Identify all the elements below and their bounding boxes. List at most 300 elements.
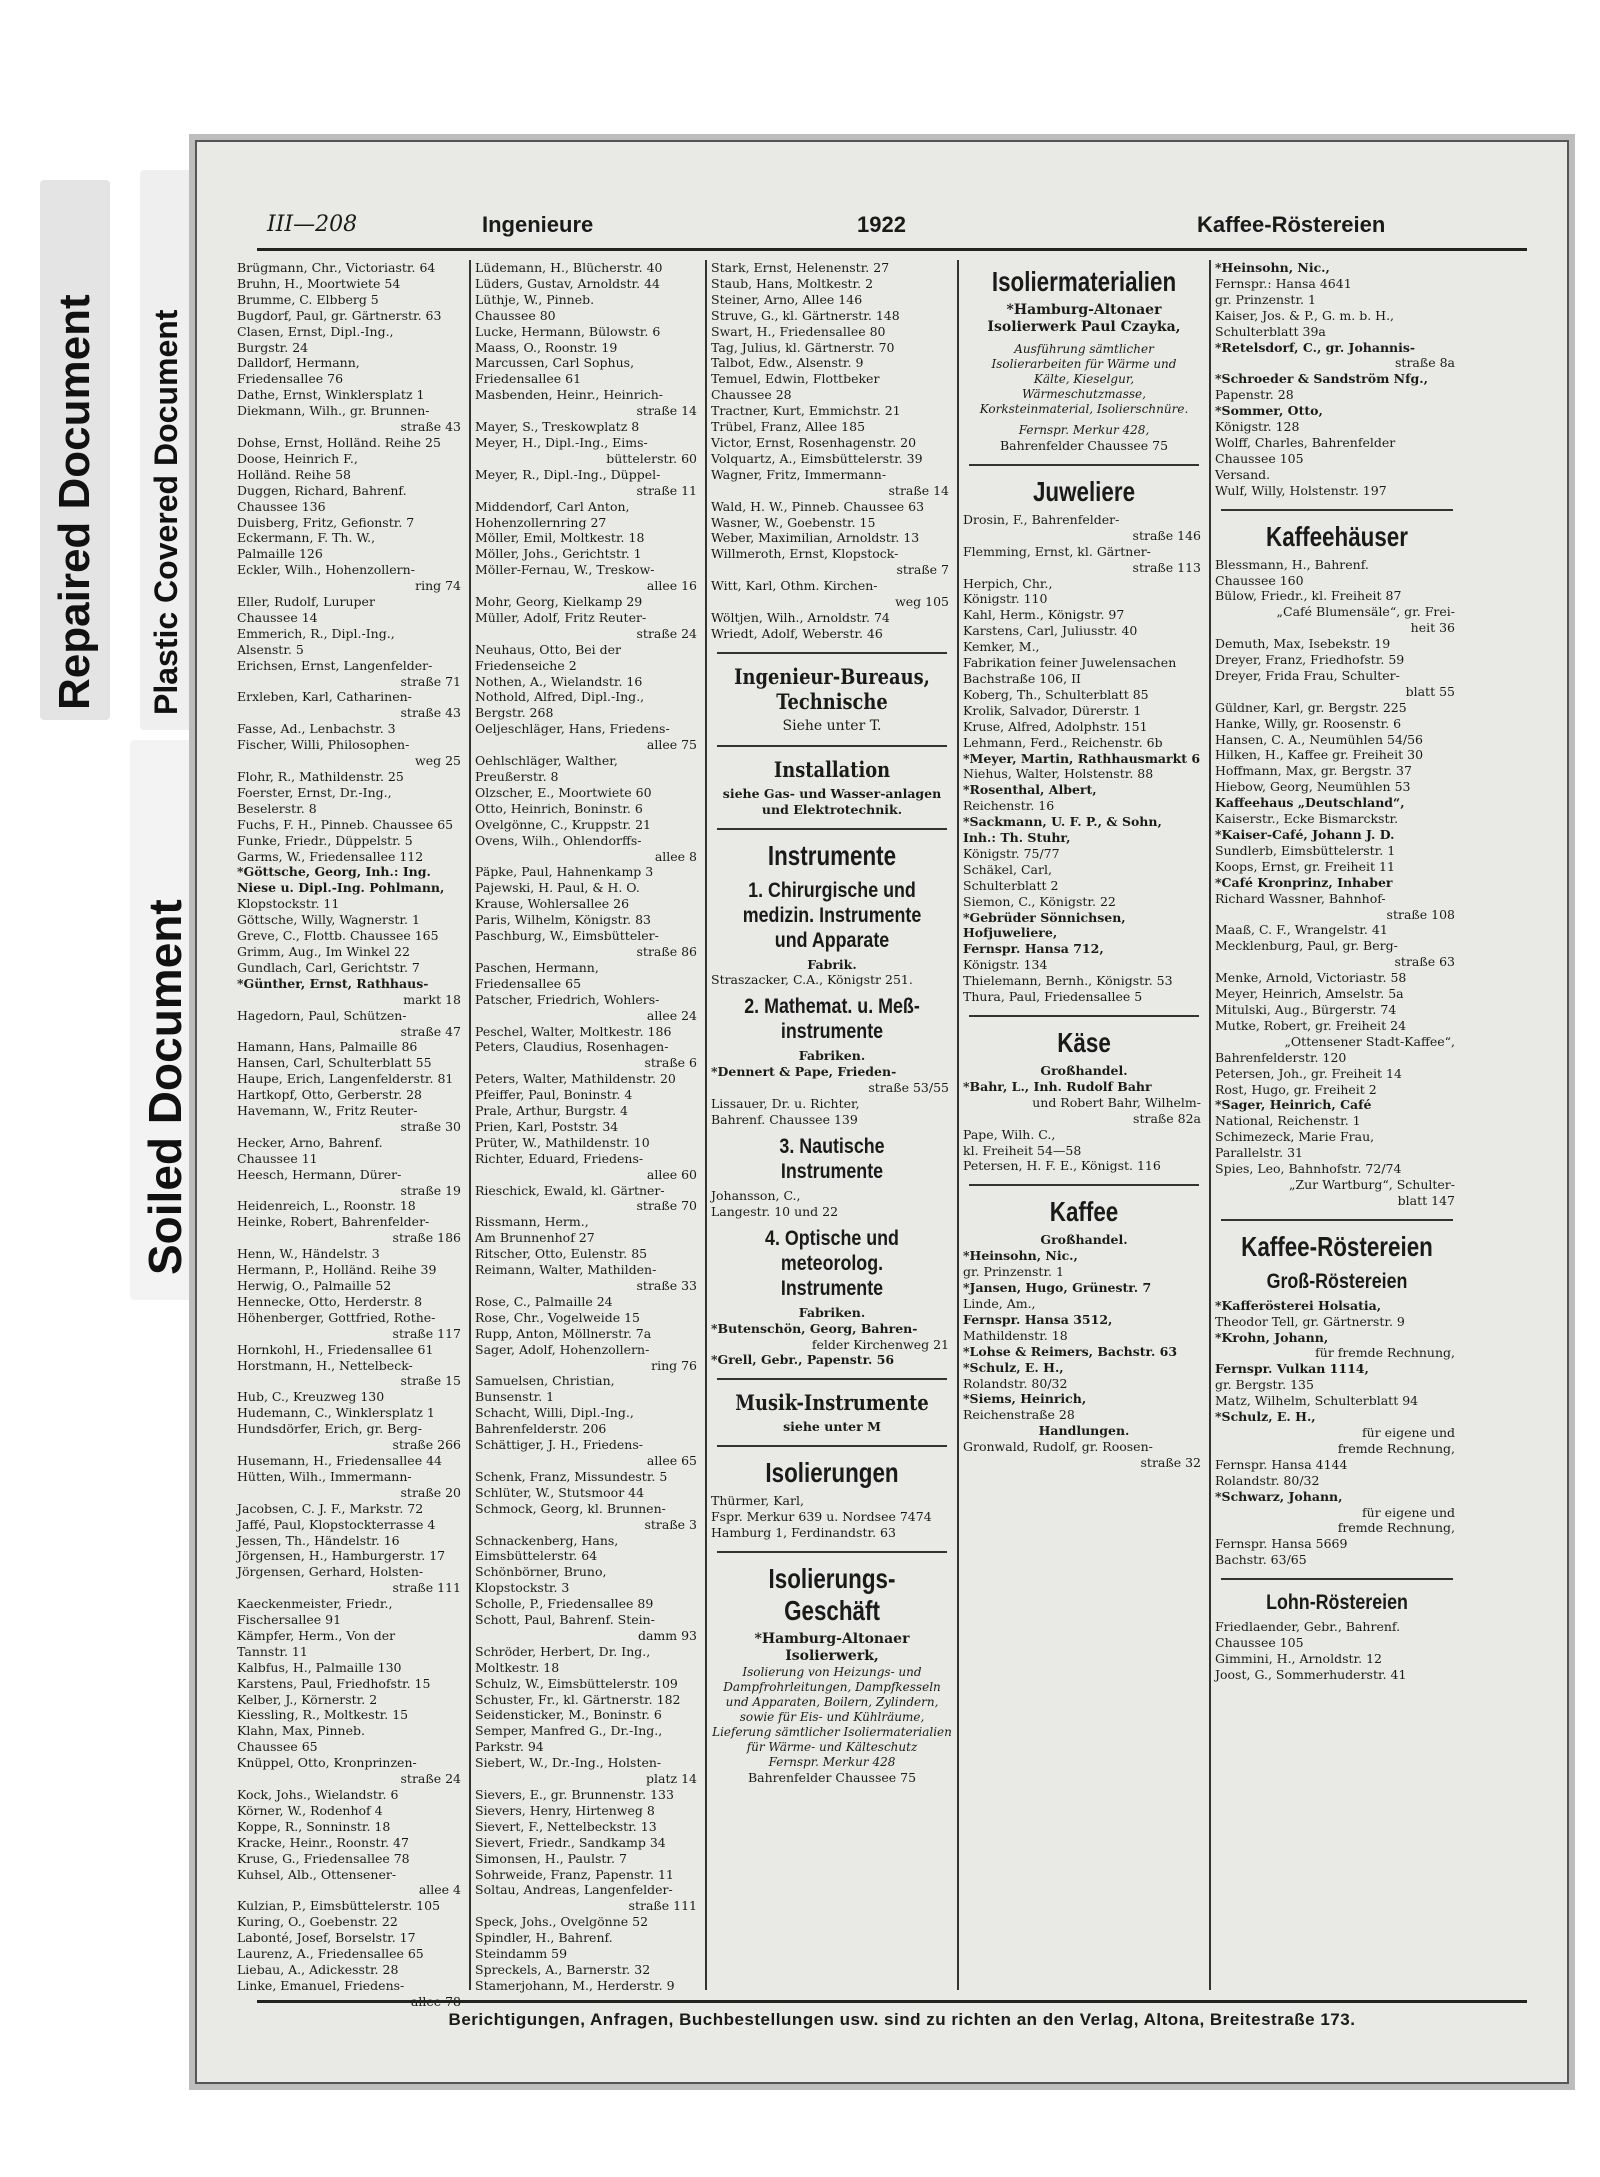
instr-sub3: 3. Nautische Instrumente <box>779 1134 885 1183</box>
list-item: *Kaiser-Café, Johann J. D. <box>1215 827 1395 842</box>
list-item: Maass, O., Roonstr. 19 <box>475 339 618 355</box>
list-item: Chaussee 105 <box>1215 450 1304 466</box>
list-item: Schulterblatt 39a <box>1215 323 1326 339</box>
list-item: Nothen, A., Wielandstr. 16 <box>475 673 643 689</box>
list-item: Labonté, Josef, Borselstr. 17 <box>237 1930 416 1946</box>
list-item: Heesch, Hermann, Dürer- <box>237 1166 402 1182</box>
list-item: straße 70 <box>636 1198 697 1214</box>
list-item: straße 15 <box>400 1373 461 1389</box>
isol-geschaeft-phone: Fernspr. Merkur 428 <box>768 1754 896 1769</box>
list-item: allee 60 <box>646 1166 697 1182</box>
list-item: Lüdemann, H., Blücherstr. 40 <box>475 260 663 275</box>
list-item: Prien, Karl, Poststr. 34 <box>475 1118 619 1134</box>
list-item: *Café Kronprinz, Inhaber <box>1215 874 1393 890</box>
list-item: straße 24 <box>636 625 697 641</box>
list-item: Kiessling, R., Moltkestr. 15 <box>237 1707 409 1723</box>
list-item: Kämpfer, Herm., Von der <box>237 1627 396 1643</box>
header-rule <box>257 248 1527 251</box>
directory-page <box>195 140 1569 2084</box>
list-item: Tag, Julius, kl. Gärtnerstr. 70 <box>711 339 895 355</box>
list-item: Fspr. Merkur 639 u. Nordsee 7474 <box>711 1509 932 1525</box>
list-item: Rissmann, Herm., <box>475 1214 589 1230</box>
list-item: Reichenstraße 28 <box>963 1407 1075 1423</box>
list-item: Chaussee 28 <box>711 387 792 403</box>
list-item: Lüthje, W., Pinneb. <box>475 291 595 307</box>
list-item: Grimm, Aug., Im Winkel 22 <box>237 943 410 959</box>
list-item: fremde Rechnung, <box>1337 1440 1455 1456</box>
kaese-sub: Großhandel. <box>1040 1063 1128 1078</box>
list-item: Krause, Wohlersallee 26 <box>475 896 630 912</box>
list-item: Volquartz, A., Eimsbüttelerstr. 39 <box>711 450 923 466</box>
list-item: Peters, Claudius, Rosenhagen- <box>475 1039 669 1055</box>
list-item: straße 8a <box>1395 355 1455 371</box>
list-item: Stark, Ernst, Helenenstr. 27 <box>711 260 890 275</box>
list-item: „Café Blumensäle“, gr. Frei- <box>1276 604 1455 620</box>
list-item: Straszacker, C.A., Königstr 251. <box>711 972 913 988</box>
list-item: Samuelsen, Christian, <box>475 1373 615 1389</box>
list-item: Friedenseiche 2 <box>475 657 577 673</box>
list-item: Reimann, Walter, Mathilden- <box>475 1262 657 1278</box>
list-item: Sohrweide, Franz, Papenstr. 11 <box>475 1866 674 1882</box>
rule <box>1221 509 1453 511</box>
list-item: für eigene und <box>1362 1504 1455 1520</box>
list-item: Heidenreich, L., Roonstr. 18 <box>237 1198 416 1214</box>
list-item: *Schwarz, Johann, <box>1215 1488 1343 1504</box>
list-item: Rose, Chr., Vogelweide 15 <box>475 1309 641 1325</box>
list-item: Mathildenstr. 18 <box>963 1327 1068 1343</box>
subject-title: Kaffee-Röstereien <box>1197 212 1386 237</box>
list-item: straße 11 <box>636 482 697 498</box>
list-item: Göttsche, Willy, Wagnerstr. 1 <box>237 912 420 928</box>
list-item: Doose, Heinrich F., <box>237 450 358 466</box>
list-item: Kelber, J., Körnerstr. 2 <box>237 1691 378 1707</box>
list-item: Klopstockstr. 11 <box>237 896 340 912</box>
list-item: Rose, C., Palmaille 24 <box>475 1293 613 1309</box>
list-item: Temuel, Edwin, Flottbeker <box>711 371 880 387</box>
list-item: markt 18 <box>403 991 461 1007</box>
list-item: weg 105 <box>895 594 949 610</box>
list-item: Lissauer, Dr. u. Richter, <box>711 1096 860 1112</box>
list-item: Sievers, Henry, Hirtenweg 8 <box>475 1802 655 1818</box>
year: 1922 <box>857 212 906 237</box>
list-item: Mohr, Georg, Kielkamp 29 <box>475 594 643 610</box>
list-item: Schimezeck, Marie Frau, <box>1215 1129 1375 1145</box>
list-item: Jessen, Th., Händelstr. 16 <box>237 1532 400 1548</box>
repaired-label: Repaired Document <box>50 294 99 710</box>
list-item: Victor, Ernst, Rosenhagenstr. 20 <box>711 434 917 450</box>
list-item: Peters, Walter, Mathildenstr. 20 <box>475 1071 676 1087</box>
list-item: Schlüter, W., Stutsmoor 44 <box>475 1484 645 1500</box>
list-item: Güldner, Karl, gr. Bergstr. 225 <box>1215 699 1407 715</box>
list-item: blatt 147 <box>1397 1192 1455 1208</box>
list-item: Chaussee 136 <box>237 498 326 514</box>
list-item: Hornkohl, H., Friedensallee 61 <box>237 1341 434 1357</box>
list-item: Jaffé, Paul, Klopstockterrasse 4 <box>237 1516 436 1532</box>
plastic-label: Plastic Covered Document <box>148 309 184 715</box>
list-item: allee 4 <box>418 1882 461 1898</box>
list-item: straße 63 <box>1394 954 1455 970</box>
list-item: straße 186 <box>392 1230 461 1246</box>
list-item: Schott, Paul, Bahrenf. Stein- <box>475 1612 655 1628</box>
list-item: *Krohn, Johann, <box>1215 1329 1329 1345</box>
list-item: straße 7 <box>896 562 949 578</box>
list-item: Ovens, Wilh., Ohlendorffs- <box>475 832 642 848</box>
list-item: Jörgensen, Gerhard, Holsten- <box>237 1564 424 1580</box>
instr-sub4-kind: Fabriken. <box>798 1304 866 1320</box>
list-item: Karstens, Paul, Friedhofstr. 15 <box>237 1675 431 1691</box>
list-item: Wulf, Willy, Holstenstr. 197 <box>1215 482 1387 498</box>
list-item: *Meyer, Martin, Rathhausmarkt 6 <box>963 750 1201 766</box>
list-item: allee 24 <box>646 1007 697 1023</box>
list-item: für eigene und <box>1362 1425 1455 1440</box>
rule <box>969 1184 1199 1186</box>
list-item: Middendorf, Carl Anton, <box>475 498 630 514</box>
list-item: *Dennert & Pape, Frieden- <box>711 1064 897 1080</box>
list-item: Rolandstr. 80/32 <box>963 1375 1068 1391</box>
installation-note: siehe Gas- und Wasser-anlagen und Elektrotechnik. <box>722 785 942 817</box>
list-item: Eckler, Wilh., Hohenzollern- <box>237 562 415 578</box>
list-item: *Lohse & Reimers, Bachstr. 63 <box>963 1343 1178 1359</box>
list-item: gr. Prinzenstr. 1 <box>963 1264 1064 1280</box>
column-4 <box>963 260 1205 1990</box>
rule <box>1221 1578 1453 1580</box>
list-item: Sievers, E., gr. Brunnenstr. 133 <box>475 1787 674 1802</box>
list-item: Versand. <box>1215 466 1271 482</box>
list-item: Jacobsen, C. J. F., Markstr. 72 <box>237 1500 424 1516</box>
list-item: Hudemann, C., Winklersplatz 1 <box>237 1405 435 1421</box>
list-item: Garms, W., Friedensallee 112 <box>237 848 424 864</box>
list-item: Kuring, O., Goebenstr. 22 <box>237 1914 398 1930</box>
list-item: Hecker, Arno, Bahrenf. <box>237 1134 383 1150</box>
list-item: *Günther, Ernst, Rathhaus- <box>237 975 429 991</box>
list-item: Steindamm 59 <box>475 1946 568 1962</box>
list-item: Knüppel, Otto, Kronprinzen- <box>237 1755 417 1771</box>
list-item: straße 20 <box>400 1484 461 1500</box>
list-item: Swart, H., Friedensallee 80 <box>711 323 886 339</box>
list-item: Am Brunnenhof 27 <box>475 1230 595 1246</box>
list-item: Schröder, Herbert, Dr. Ing., <box>475 1643 651 1659</box>
list-item: damm 93 <box>637 1627 697 1643</box>
list-item: Linke, Emanuel, Friedens- <box>237 1977 405 1993</box>
list-item: Schönbörner, Bruno, <box>475 1564 607 1580</box>
list-item: Thura, Paul, Friedensallee 5 <box>963 989 1143 1005</box>
list-item: Kaiser, Jos. & P., G. m. b. H., <box>1215 307 1395 323</box>
list-item: Kuhsel, Alb., Ottensener- <box>237 1866 397 1882</box>
list-item: Friedensallee 65 <box>475 975 582 991</box>
list-item: straße 111 <box>392 1580 461 1596</box>
list-item: straße 19 <box>400 1182 461 1198</box>
ing-bureaus-heading: Ingenieur-Bureaus, Technische <box>734 663 930 714</box>
column-divider <box>469 260 471 1990</box>
list-item: Richard Wassner, Bahnhof- <box>1215 890 1386 906</box>
list-item: Liebau, A., Adickesstr. 28 <box>237 1961 399 1977</box>
list-item: Clasen, Ernst, Dipl.-Ing., <box>237 323 394 339</box>
list-item: Chaussee 105 <box>1215 1635 1304 1651</box>
list-item: Eckermann, F. Th. W., <box>237 530 376 546</box>
list-item: Fernspr. Hansa 5669 <box>1215 1536 1348 1552</box>
list-item: Siebert, W., Dr.-Ing., Holsten- <box>475 1755 662 1771</box>
footer-note: Berichtigungen, Anfragen, Buchbestellungen usw. sind zu richten an den Verlag, Altona, Breitestraße 173. <box>448 2010 1356 2029</box>
list-item: Hub, C., Kreuzweg 130 <box>237 1389 385 1405</box>
juweliere-heading: Juweliere <box>1032 475 1136 507</box>
list-item: Wöltjen, Wilh., Arnoldstr. 74 <box>711 609 890 625</box>
list-item: Schäkel, Carl, <box>963 861 1052 877</box>
gross-roestereien-heading: Groß-Röstereien <box>1266 1269 1408 1293</box>
list-item: Horstmann, H., Nettelbeck- <box>237 1357 413 1373</box>
list-item: Bachstr. 63/65 <box>1215 1552 1307 1568</box>
list-item: Duisberg, Fritz, Gefionstr. 7 <box>237 514 415 530</box>
list-item: Sievert, F., Nettelbeckstr. 13 <box>475 1818 657 1834</box>
list-item: Schenk, Franz, Missundestr. 5 <box>475 1468 668 1484</box>
list-item: Rolandstr. 80/32 <box>1215 1472 1320 1488</box>
list-item: Dalldorf, Hermann, <box>237 355 360 371</box>
list-item: Weber, Maximilian, Arnoldstr. 13 <box>711 530 920 546</box>
list-item: Peschel, Walter, Moltkestr. 186 <box>475 1023 672 1039</box>
musik-note: siehe unter M <box>783 1419 881 1435</box>
list-item: Johansson, C., <box>711 1187 801 1203</box>
list-item: Masbenden, Heinr., Heinrich- <box>475 387 663 403</box>
list-item: Kalbfus, H., Palmaille 130 <box>237 1659 402 1675</box>
list-item: Bergstr. 268 <box>475 705 554 721</box>
list-item: büttelerstr. 60 <box>606 450 697 466</box>
list-item: National, Reichenstr. 1 <box>1215 1113 1361 1129</box>
list-item: Königstr. 128 <box>1215 419 1300 435</box>
list-item: Hermann, P., Holländ. Reihe 39 <box>237 1262 437 1278</box>
list-item: Schulterblatt 2 <box>963 877 1059 893</box>
list-item: Gundlach, Carl, Gerichtstr. 7 <box>237 959 420 975</box>
instr-sub1-kind: Fabrik. <box>807 956 857 972</box>
list-item: Palmaille 126 <box>237 546 323 562</box>
list-item: *Sackmann, U. F. P., & Sohn, <box>963 814 1162 830</box>
list-item: Bachstraße 106, II <box>963 670 1081 686</box>
kaffeehaeuser-heading: Kaffeehäuser <box>1266 520 1408 552</box>
list-item: Kruse, G., Friedensallee 78 <box>237 1850 410 1866</box>
list-item: Staub, Hans, Moltkestr. 2 <box>711 275 874 291</box>
list-item: Tractner, Kurt, Emmichstr. 21 <box>711 403 901 419</box>
rule <box>1221 1219 1453 1221</box>
list-item: *Grell, Gebr., Papenstr. 56 <box>711 1352 895 1368</box>
isoliermaterialien-name: *Hamburg-Altonaer Isolierwerk Paul Czayka, <box>987 302 1181 335</box>
list-item: straße 32 <box>1140 1455 1201 1471</box>
list-item: straße 33 <box>636 1278 697 1293</box>
list-item: Trübel, Franz, Allee 185 <box>711 419 866 435</box>
list-item: Lucke, Hermann, Bülowstr. 6 <box>475 323 661 339</box>
list-item: Mayer, S., Treskowplatz 8 <box>475 419 640 435</box>
list-item: Meyer, Heinrich, Amselstr. 5a <box>1215 986 1404 1002</box>
list-item: Hartkopf, Otto, Gerberstr. 28 <box>237 1087 422 1103</box>
list-item: straße 117 <box>392 1325 461 1341</box>
list-item: Friedlaender, Gebr., Bahrenf. <box>1215 1619 1401 1635</box>
rule <box>717 745 947 747</box>
list-item: *Rosenthal, Albert, <box>963 782 1097 798</box>
list-item: Bruhn, H., Moortwiete 54 <box>237 275 401 291</box>
list-item: Alsenstr. 5 <box>237 641 304 657</box>
list-item: Dohse, Ernst, Holländ. Reihe 25 <box>237 434 441 450</box>
list-item: Talbot, Edw., Alsenstr. 9 <box>711 355 864 371</box>
list-item: straße 146 <box>1132 527 1201 543</box>
list-item: Jörgensen, H., Hamburgerstr. 17 <box>237 1548 446 1564</box>
list-item: Erichsen, Ernst, Langenfelder- <box>237 657 433 673</box>
list-item: Dreyer, Frida Frau, Schulter- <box>1215 667 1400 683</box>
list-item: Krolik, Salvador, Dürerstr. 1 <box>963 702 1142 718</box>
list-item: kl. Freiheit 54—58 <box>963 1142 1082 1158</box>
list-item: Marcussen, Carl Sophus, <box>475 355 635 371</box>
roestereien-heading: Kaffee-Röstereien <box>1241 1230 1433 1262</box>
list-item: straße 14 <box>636 403 697 419</box>
repaired-tab <box>40 180 110 720</box>
list-item: Sundlerb, Eimsbüttelerstr. 1 <box>1215 842 1396 858</box>
list-item: Hilken, H., Kaffee gr. Freiheit 30 <box>1215 747 1424 763</box>
list-item: *Göttsche, Georg, Inh.: Ing. <box>237 864 431 880</box>
list-item: Fasse, Ad., Lenbachstr. 3 <box>237 721 396 737</box>
list-item: Linde, Am., <box>963 1295 1036 1311</box>
list-item: straße 86 <box>636 943 697 959</box>
list-item: für fremde Rechnung, <box>1315 1345 1455 1361</box>
list-item: Bunsenstr. 1 <box>475 1389 555 1405</box>
list-item: Möller, Johs., Gerichtstr. 1 <box>475 546 642 562</box>
list-item: Fabrikation feiner Juwelensachen <box>963 655 1177 671</box>
list-item: Tannstr. 11 <box>237 1643 308 1659</box>
list-item: *Bahr, L., Inh. Rudolf Bahr <box>963 1078 1152 1094</box>
list-item: Hamann, Hans, Palmaille 86 <box>237 1039 418 1055</box>
list-item: Schacht, Willi, Dipl.-Ing., <box>475 1405 634 1421</box>
list-item: Greve, C., Flottb. Chaussee 165 <box>237 928 439 944</box>
list-item: Simonsen, H., Paulstr. 7 <box>475 1850 627 1866</box>
list-item: straße 82a <box>1133 1110 1201 1126</box>
list-item: Willmeroth, Ernst, Klopstock- <box>711 546 899 562</box>
list-item: Thürmer, Karl, <box>711 1493 804 1509</box>
list-item: *Heinsohn, Nic., <box>1215 260 1330 275</box>
page-number: III—208 <box>267 212 358 237</box>
soiled-tab <box>130 740 196 1300</box>
list-item: Meyer, H., Dipl.-Ing., Eims- <box>475 434 648 450</box>
list-item: Nothold, Alfred, Dipl.-Ing., <box>475 689 645 705</box>
instr-sub1: 1. Chirurgische und medizin. Instrumente und Apparate <box>742 878 922 952</box>
list-item: Oeljeschläger, Hans, Friedens- <box>475 721 670 737</box>
list-item: und Robert Bahr, Wilhelm- <box>1032 1094 1201 1110</box>
list-item: Papenstr. 28 <box>1215 387 1294 403</box>
ing-bureaus-note: Siehe unter T. <box>782 717 882 734</box>
kaffee-heading: Kaffee <box>1049 1196 1119 1228</box>
list-item: Preußerstr. 8 <box>475 769 559 784</box>
isol-geschaeft-name: *Hamburg-Altonaer Isolierwerk, <box>754 1630 910 1664</box>
list-item: Spindler, H., Bahrenf. <box>475 1930 613 1946</box>
list-item: Schmock, Georg, kl. Brunnen- <box>475 1500 666 1516</box>
list-item: Möller-Fernau, W., Treskow- <box>475 562 655 578</box>
isol-geschaeft-ad: Isolierung von Heizungs- und Dampfrohrleitungen, Dampfkesseln und Apparaten, Boilern, Zylindern, sowie für Eis- und Kühlräume, Lieferung sämtlicher Isoliermaterialien für Wärme- und Kälteschutz <box>712 1664 952 1754</box>
instr-sub4: 4. Optische und meteorolog. Instrumente <box>765 1226 899 1300</box>
list-item: straße 47 <box>400 1023 461 1039</box>
list-item: Kaiserstr., Ecke Bismarckstr. <box>1215 811 1399 827</box>
list-item: Päpke, Paul, Hahnenkamp 3 <box>475 864 654 880</box>
list-item: Pajewski, H. Paul, & H. O. <box>475 880 640 896</box>
column-2 <box>475 260 701 1993</box>
list-item: Petersen, Joh., gr. Freiheit 14 <box>1215 1065 1402 1081</box>
list-item: Karstens, Carl, Juliusstr. 40 <box>963 623 1138 639</box>
list-item: Klopstockstr. 3 <box>475 1580 570 1596</box>
list-item: Kemker, M., <box>963 639 1040 655</box>
list-item: Spreckels, A., Barnerstr. 32 <box>475 1961 651 1977</box>
list-item: straße 113 <box>1132 559 1201 575</box>
list-item: Rieschick, Ewald, kl. Gärtner- <box>475 1182 665 1198</box>
list-item: Siemon, C., Königstr. 22 <box>963 893 1116 909</box>
list-item: Kaeckenmeister, Friedr., <box>237 1596 393 1612</box>
list-item: Wasner, W., Goebenstr. 15 <box>711 514 876 530</box>
list-item: Neuhaus, Otto, Bei der <box>475 641 621 657</box>
rule <box>717 652 947 654</box>
rule <box>717 1378 947 1380</box>
list-item: Niehus, Walter, Holstenstr. 88 <box>963 766 1154 782</box>
list-item: Wolff, Charles, Bahrenfelder <box>1215 434 1396 450</box>
list-item: Oehlschläger, Walther, <box>475 753 618 769</box>
list-item: Speck, Johs., Ovelgönne 52 <box>475 1914 649 1930</box>
list-item: Fernspr. Vulkan 1114, <box>1215 1361 1369 1377</box>
list-item: *Siems, Heinrich, <box>963 1391 1087 1407</box>
list-item: *Jansen, Hugo, Grünestr. 7 <box>963 1280 1152 1296</box>
list-item: allee 78 <box>410 1993 461 2009</box>
list-item: Theodor Tell, gr. Gärtnerstr. 9 <box>1215 1313 1405 1329</box>
list-item: ring 74 <box>415 578 461 594</box>
list-item: Dreyer, Franz, Friedhofstr. 59 <box>1215 652 1405 668</box>
list-item: Laurenz, A., Friedensallee 65 <box>237 1946 424 1962</box>
list-item: Flemming, Ernst, kl. Gärtner- <box>963 543 1151 559</box>
list-item: Schättiger, J. H., Friedens- <box>475 1437 643 1453</box>
list-item: Holländ. Reihe 58 <box>237 466 352 482</box>
list-item: *Kafferösterei Holsatia, <box>1215 1297 1382 1313</box>
list-item: Diekmann, Wilh., gr. Brunnen- <box>237 403 430 419</box>
column-divider <box>705 260 707 1990</box>
list-item: Paris, Wilhelm, Königstr. 83 <box>475 912 651 928</box>
list-item: Soltau, Andreas, Langenfelder- <box>475 1882 673 1898</box>
list-item: ring 76 <box>651 1357 697 1373</box>
list-item: Hohenzollernring 27 <box>475 514 607 530</box>
rule <box>969 464 1199 466</box>
list-item: Chaussee 14 <box>237 609 318 625</box>
list-item: Hansen, Carl, Schulterblatt 55 <box>237 1055 432 1071</box>
musik-heading: Musik-Instrumente <box>735 1390 929 1416</box>
list-item: Brügmann, Chr., Victoriastr. 64 <box>237 260 436 275</box>
list-item: Flohr, R., Mathildenstr. 25 <box>237 769 404 784</box>
rule <box>969 1015 1199 1017</box>
list-item: Husemann, H., Friedensallee 44 <box>237 1452 442 1468</box>
list-item: Langestr. 10 und 22 <box>711 1203 839 1219</box>
list-item: Chaussee 160 <box>1215 572 1304 588</box>
list-item: Scholle, P., Friedensallee 89 <box>475 1596 654 1612</box>
list-item: Mecklenburg, Paul, gr. Berg- <box>1215 938 1398 954</box>
list-item: Fernspr. Hansa 3512, <box>963 1311 1113 1327</box>
list-item: Witt, Karl, Othm. Kirchen- <box>711 578 878 594</box>
soiled-label: Soiled Document <box>139 899 191 1275</box>
list-item: Joost, G., Sommerhuderstr. 41 <box>1215 1666 1407 1682</box>
kaffee-sub2: Handlungen. <box>1038 1423 1130 1439</box>
rule <box>717 1445 947 1447</box>
list-item: Klahn, Max, Pinneb. <box>237 1723 365 1739</box>
list-item: Bugdorf, Paul, gr. Gärtnerstr. 63 <box>237 307 442 323</box>
list-item: Müller, Adolf, Fritz Reuter- <box>475 609 647 625</box>
installation-heading: Installation <box>773 756 891 782</box>
list-item: Königstr. 134 <box>963 957 1048 973</box>
list-item: Drosin, F., Bahrenfelder- <box>963 511 1120 527</box>
list-item: straße 14 <box>888 482 949 498</box>
list-item: „Zur Wartburg“, Schulter- <box>1288 1176 1455 1192</box>
list-item: Hoffmann, Max, gr. Bergstr. 37 <box>1215 763 1412 779</box>
list-item: Hamburg 1, Ferdinandstr. 63 <box>711 1525 896 1541</box>
list-item: Hundsdörfer, Erich, gr. Berg- <box>237 1421 422 1437</box>
list-item: Ritscher, Otto, Eulenstr. 85 <box>475 1246 648 1262</box>
list-item: „Ottensener Stadt-Kaffee“, <box>1284 1033 1455 1049</box>
list-item: Henn, W., Händelstr. 3 <box>237 1246 380 1262</box>
list-item: Lüders, Gustav, Arnoldstr. 44 <box>475 275 661 291</box>
